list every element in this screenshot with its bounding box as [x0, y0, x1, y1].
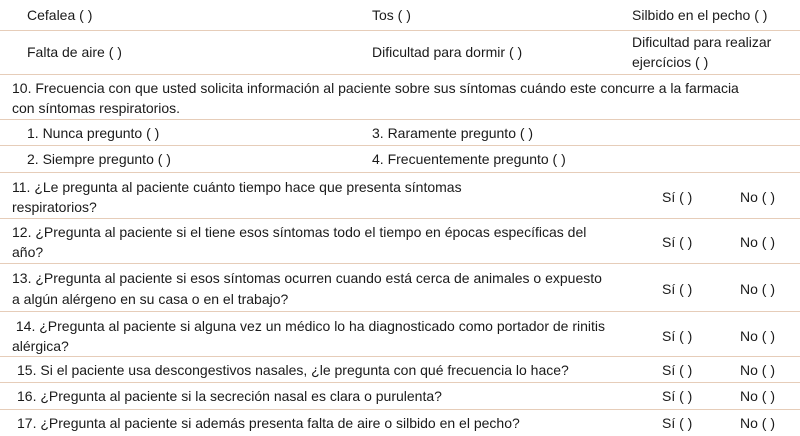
symptom-tos[interactable]: Tos ( ) [372, 7, 411, 23]
question-16-no[interactable]: No ( ) [740, 388, 775, 404]
question-10-text-line1: 10. Frecuencia con que usted solicita información al paciente sobre sus síntomas cuándo este concurre a la farmacia [12, 80, 739, 96]
option-nunca[interactable]: 1. Nunca pregunto ( ) [27, 125, 160, 141]
question-17-text: 17. ¿Pregunta al paciente si además presenta falta de aire o silbido en el pecho? [17, 415, 520, 431]
question-11 [0, 172, 800, 218]
question-14-yes[interactable]: Sí ( ) [662, 328, 693, 344]
question-10-options-row-1 [0, 119, 800, 145]
question-15-text: 15. Si el paciente usa descongestivos nasales, ¿le pregunta con qué frecuencia lo hace? [17, 362, 569, 378]
question-12-text-line1: 12. ¿Pregunta al paciente si el tiene esos síntomas todo el tiempo en épocas específicas del [12, 224, 587, 240]
question-12-yes[interactable]: Sí ( ) [662, 234, 693, 250]
question-15-yes[interactable]: Sí ( ) [662, 362, 693, 378]
symptom-dificultad-dormir[interactable]: Dificultad para dormir ( ) [372, 44, 523, 60]
question-11-text-line1: 11. ¿Le pregunta al paciente cuánto tiempo hace que presenta síntomas [12, 179, 462, 195]
question-14-no[interactable]: No ( ) [740, 328, 775, 344]
question-10-text-line2: con síntomas respiratorios. [12, 100, 181, 116]
question-12 [0, 218, 800, 263]
question-14-text-line1: 14. ¿Pregunta al paciente si alguna vez un médico lo ha diagnosticado como portador de rinitis [12, 318, 606, 334]
question-14 [0, 311, 800, 356]
symptoms-row-2 [0, 30, 800, 74]
option-frecuentemente[interactable]: 4. Frecuentemente pregunto ( ) [372, 151, 566, 167]
question-11-yes[interactable]: Sí ( ) [662, 189, 693, 205]
question-13-yes[interactable]: Sí ( ) [662, 281, 693, 297]
option-raramente[interactable]: 3. Raramente pregunto ( ) [372, 125, 534, 141]
symptom-dificultad-ejercicios-line2[interactable]: ejercícios ( ) [632, 54, 709, 70]
question-16-text: 16. ¿Pregunta al paciente si la secreción nasal es clara o purulenta? [17, 388, 442, 404]
symptom-falta-de-aire[interactable]: Falta de aire ( ) [27, 44, 122, 60]
option-siempre[interactable]: 2. Siempre pregunto ( ) [27, 151, 171, 167]
question-13-no[interactable]: No ( ) [740, 281, 775, 297]
question-13-text-line2: a algún alérgeno en su casa o en el trabajo? [12, 291, 289, 307]
question-15-no[interactable]: No ( ) [740, 362, 775, 378]
question-15 [0, 356, 800, 382]
question-10 [0, 74, 800, 119]
symptom-silbido[interactable]: Silbido en el pecho ( ) [632, 7, 768, 23]
question-17-yes[interactable]: Sí ( ) [662, 415, 693, 431]
symptom-cefalea[interactable]: Cefalea ( ) [27, 7, 93, 23]
question-12-text-line2: año? [12, 244, 44, 260]
question-11-no[interactable]: No ( ) [740, 189, 775, 205]
symptom-dificultad-ejercicios-line1[interactable]: Dificultad para realizar [632, 34, 772, 50]
symptoms-row-1 [0, 0, 800, 30]
question-13-text-line1: 13. ¿Pregunta al paciente si esos síntomas ocurren cuando está cerca de animales o expuesto [12, 270, 602, 286]
question-13 [0, 263, 800, 311]
question-11-text-line2: respiratorios? [12, 199, 97, 215]
question-17 [0, 409, 800, 436]
question-16-yes[interactable]: Sí ( ) [662, 388, 693, 404]
question-10-options-row-2 [0, 145, 800, 172]
question-14-text-line2: alérgica? [12, 338, 69, 354]
question-16 [0, 382, 800, 409]
question-12-no[interactable]: No ( ) [740, 234, 775, 250]
question-17-no[interactable]: No ( ) [740, 415, 775, 431]
